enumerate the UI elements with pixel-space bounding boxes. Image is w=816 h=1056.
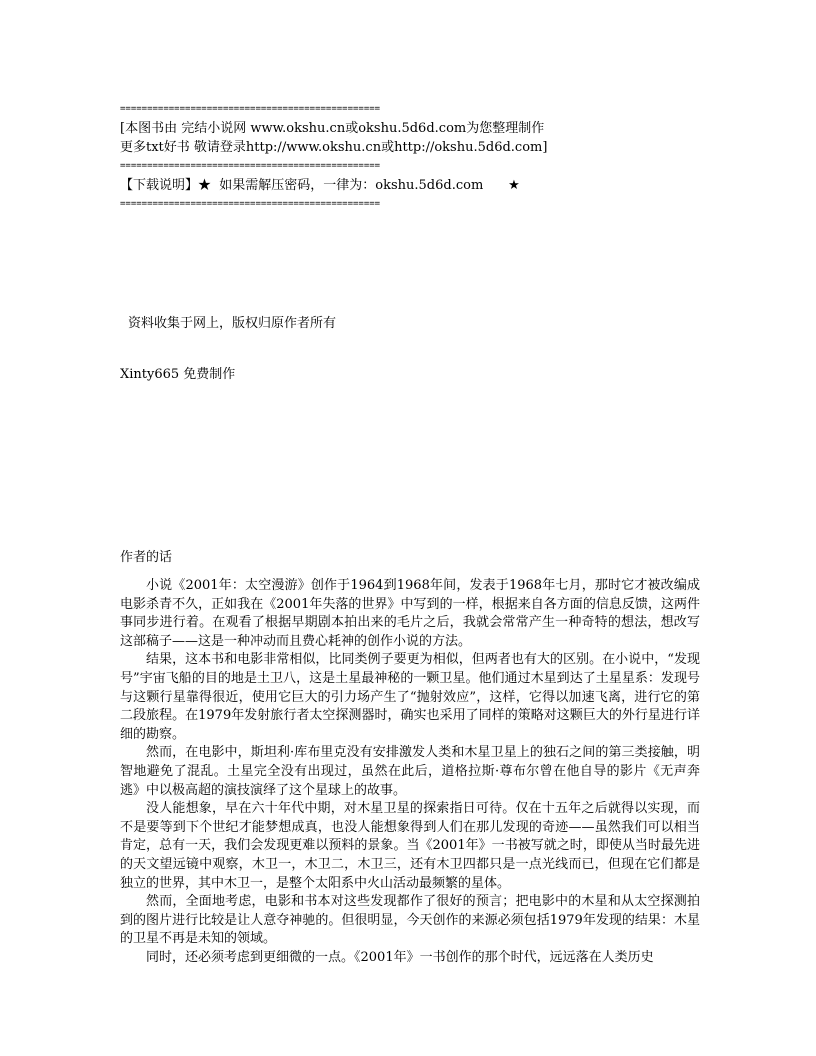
header-rule-middle: ================================================	[120, 161, 381, 171]
blank-space	[120, 214, 700, 310]
document-page	[120, 100, 700, 967]
blank-space	[120, 384, 700, 540]
paragraph: 同时，还必须考虑到更细微的一点。《2001年》一书创作的那个时代，远远落在人类历史	[146, 949, 654, 965]
section-title: 作者的话	[120, 550, 173, 565]
header-line-1: [本图书由 完结小说网 www.okshu.cn或okshu.5d6d.com为您整理制作	[120, 121, 545, 136]
header-rule-bottom: ================================================	[120, 199, 381, 209]
paragraph: 小说《2001年：太空漫游》创作于1964到1968年间，发表于1968年七月，那时它才被改编成电影杀青不久，正如我在《2001年失落的世界》中写到的一样，根据来自各方面的信息反馈，这两件事同步进行着。在观看了根据早期剧本拍出来的毛片之后，我就会常常产生一种奇特的想法，想改写这部稿子——这是一种冲动而且费心耗神的创作小说的方法。	[120, 578, 700, 649]
paragraph: 然而，在电影中，斯坦利·库布里克没有安排激发人类和木星卫星上的独石之间的第三类接触，明智地避免了混乱。土星完全没有出现过，虽然在此后，道格拉斯·尊布尔曾在他自导的影片《无声奔逃》中以极高超的演技演绎了这个星球上的故事。	[120, 745, 700, 798]
paragraph: 结果，这本书和电影非常相似，比同类例子要更为相似，但两者也有大的区别。在小说中，“发现号”宇宙飞船的目的地是土卫八，这是土星最神秘的一颗卫星。他们通过木星到达了土星星系：发现号与这颗行星靠得很近，使用它巨大的引力场产生了“抛射效应”，这样，它得以加速飞离，进行它的第二段旅程。在1979年发射旅行者太空探测器时，确实也采用了同样的策略对这颗巨大的外行星进行详细的勘察。	[120, 652, 700, 742]
download-note: 【下载说明】★ 如果需解压密码，一律为：okshu.5d6d.com ★	[120, 178, 520, 193]
paragraph: 没人能想象，早在六十年代中期，对木星卫星的探索指日可待。仅在十五年之后就得以实现，而不是要等到下个世纪才能梦想成真，也没人能想象得到人们在那儿发现的奇迹——虽然我们可以相当肯定，总有一天，我们会发现更难以预料的景象。当《2001年》一书被写就之时，即使从当时最先进的天文望远镜中观察，木卫一，木卫二，木卫三，还有木卫四都只是一点光线而已，但现在它们都是独立的世界，其中木卫一，是整个太阳系中火山活动最频繁的星体。	[120, 801, 700, 891]
paragraph: 然而，全面地考虑，电影和书本对这些发现都作了很好的预言；把电影中的木星和从太空探测拍到的图片进行比较是让人意夺神驰的。但很明显，今天创作的来源必须包括1979年发现的结果：木星的卫星不再是未知的领域。	[120, 894, 700, 947]
header-line-2: 更多txt好书 敬请登录http://www.okshu.cn或http://okshu.5d6d.com]	[120, 140, 548, 155]
source-note: 资料收集于网上，版权归原作者所有	[128, 316, 337, 331]
header-rule-top: ================================================	[120, 104, 381, 114]
maker-note: Xinty665 免费制作	[120, 367, 236, 382]
